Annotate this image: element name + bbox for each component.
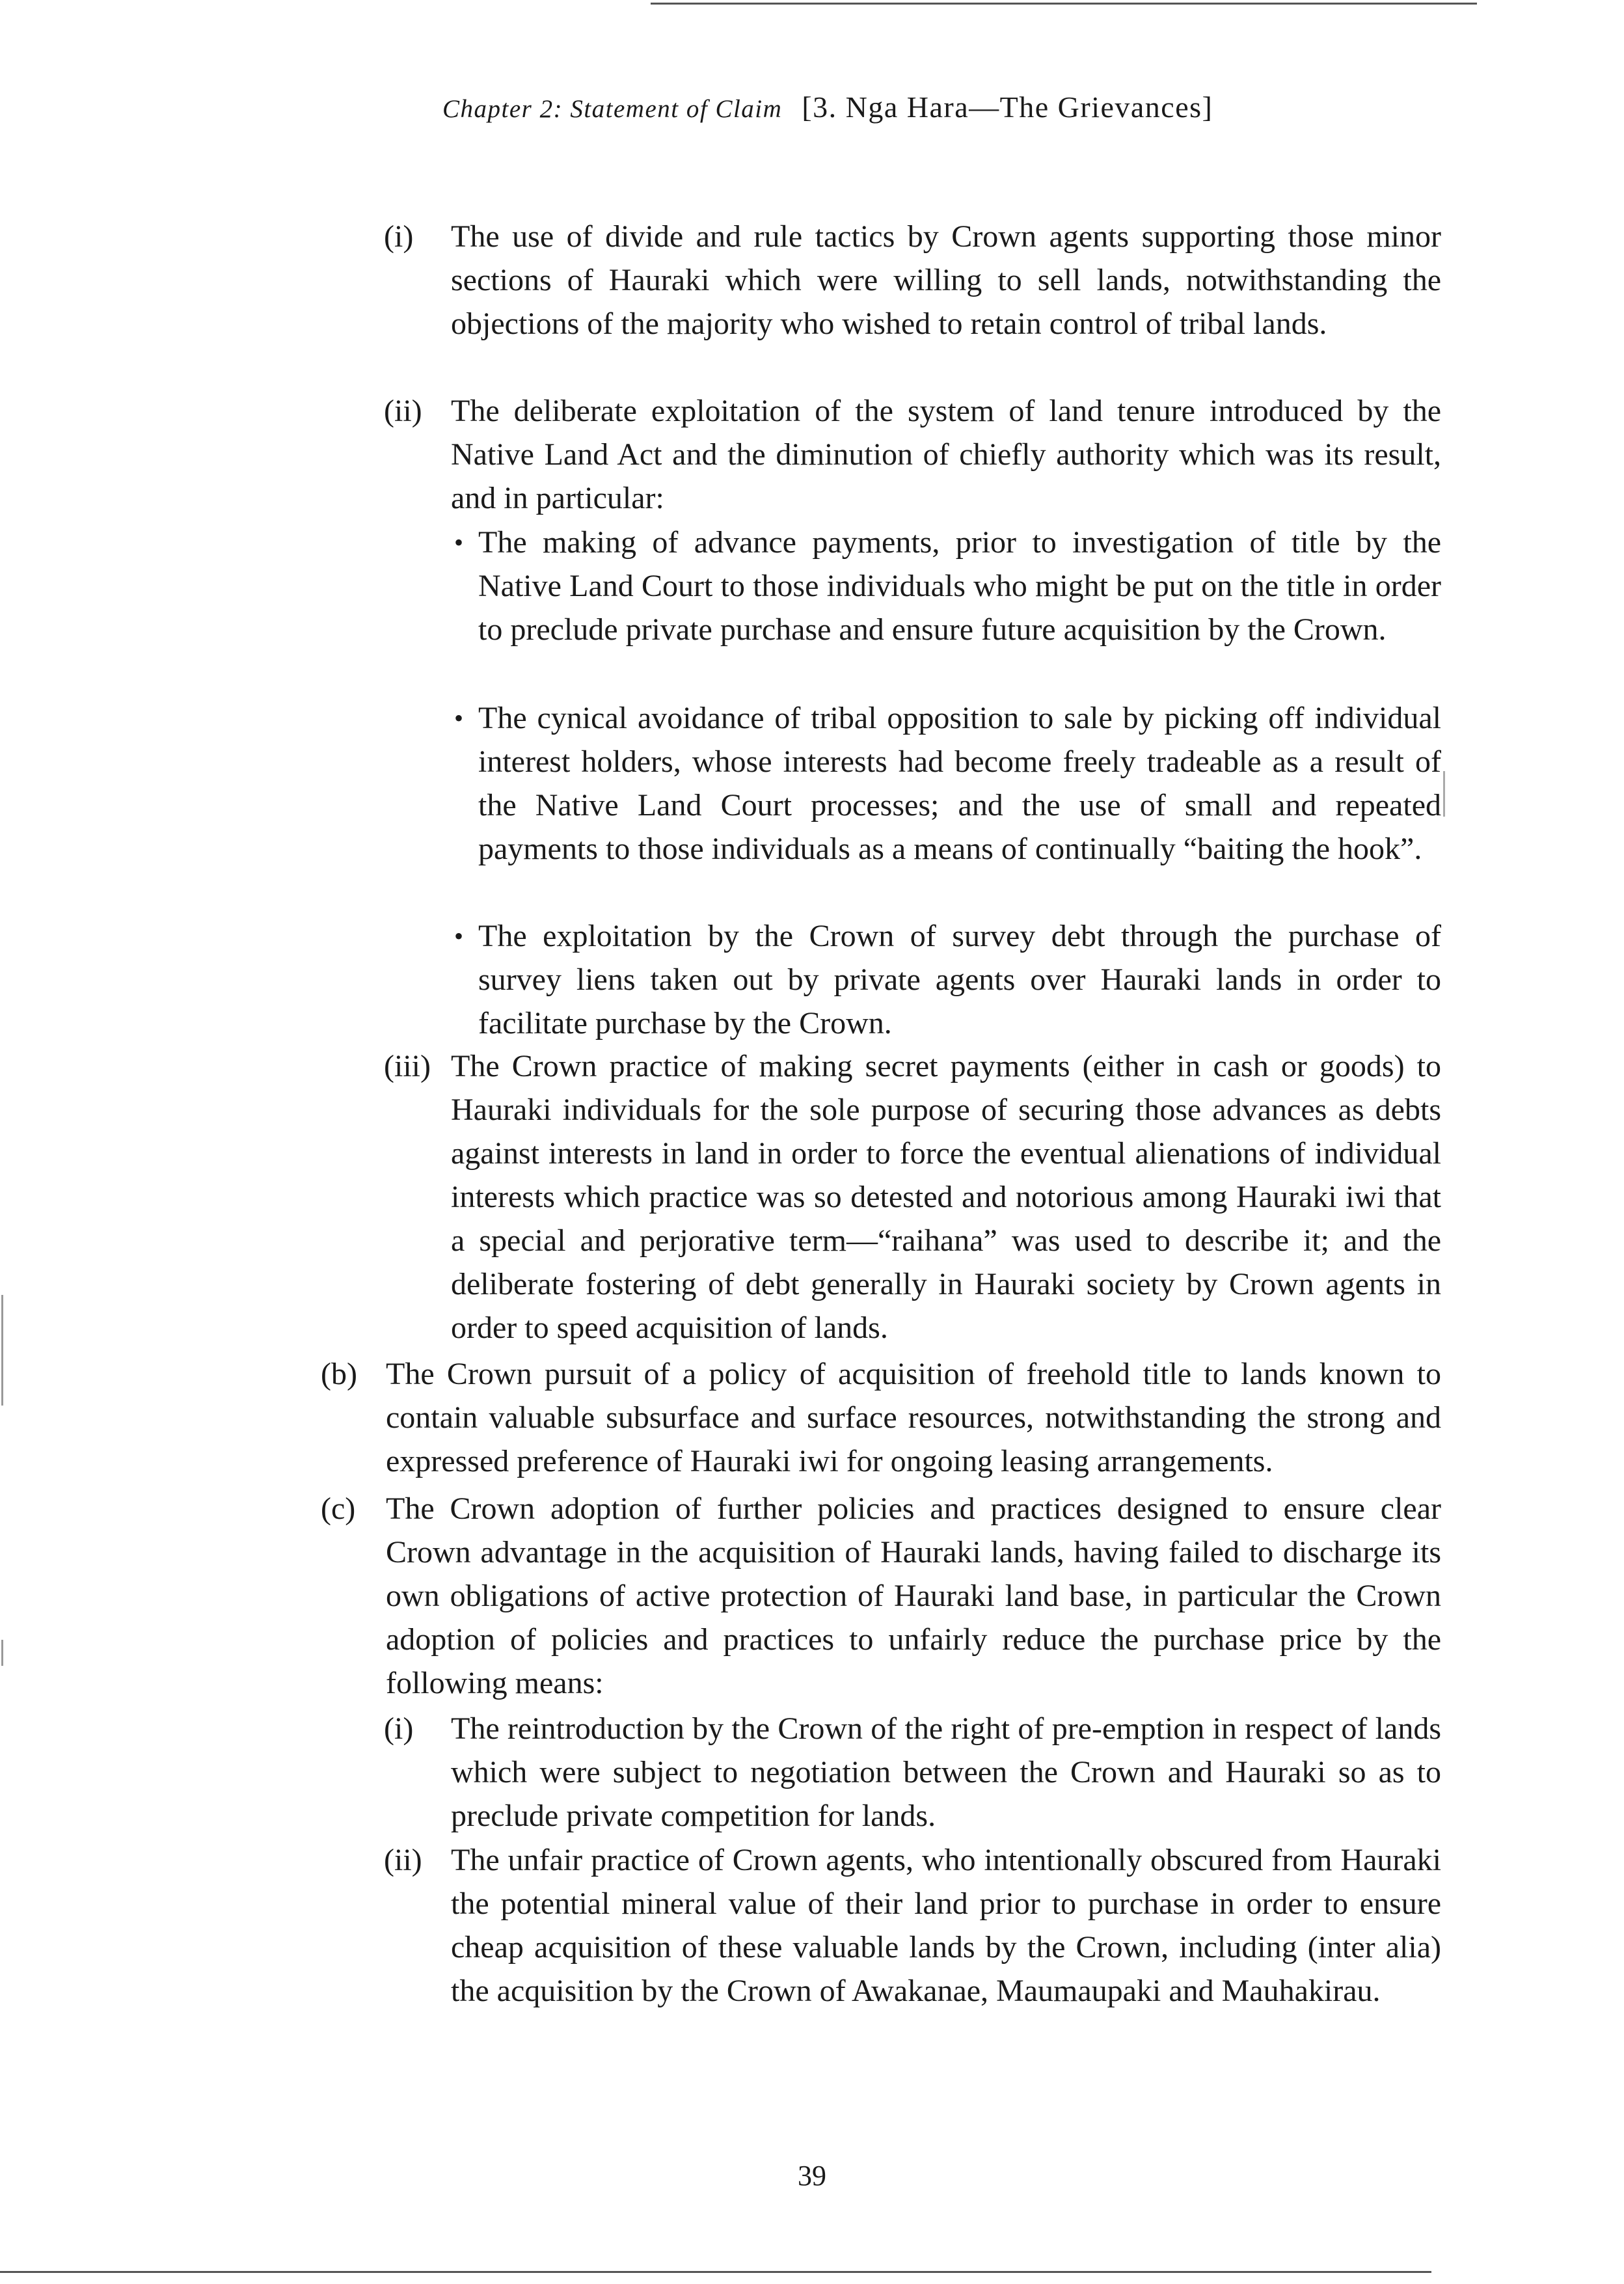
item-text-c: The Crown adoption of further policies and practices designed to ensure clear Crown advantage in the acquisition of Hauraki lands, having failed to discharge its own obligations of active protection of Hauraki land base, in particular the Crown adoption of policies and practices to unfairly reduce the purchase price by the following means: xyxy=(386,1491,1441,1700)
item-label-a-iii: (iii) xyxy=(384,1049,431,1083)
page-number: 39 xyxy=(798,2160,826,2192)
item-label-c-ii: (ii) xyxy=(384,1843,422,1877)
item-text-a-i: The use of divide and rule tactics by Crown agents supporting those minor sections of Hauraki which were willing to sell lands, notwithstanding the objections of the majority who wished to retain control of tribal lands. xyxy=(451,219,1441,341)
running-head-section: [3. Nga Hara—The Grievances] xyxy=(802,90,1213,124)
item-label-c-i: (i) xyxy=(384,1711,414,1746)
item-label-a-i: (i) xyxy=(384,219,414,254)
bullet-text-survey-debt: The exploitation by the Crown of survey debt through the purchase of survey liens taken out by private agents over Hauraki lands in order to facilitate purchase by the Crown. xyxy=(478,919,1441,1040)
running-head-chapter: Chapter 2: Statement of Claim xyxy=(442,95,783,123)
item-text-c-ii: The unfair practice of Crown agents, who intentionally obscured from Hauraki the potential mineral value of their land prior to purchase in order to ensure cheap acquisition of these valuable lands by the Crown, including (inter alia) the acquisition by the Crown of Awakanae, Maumaupaki and Mauhakirau. xyxy=(451,1843,1441,2008)
item-text-a-iii: The Crown practice of making secret payments (either in cash or goods) to Hauraki individuals for the sole purpose of securing those advances as debts against interests in land in order to force the eventual alienations of individual interests which practice was so detested and notorious among Hauraki iwi that a special and perjorative term—“raihana” was used to describe it; and the deliberate fostering of debt generally in Hauraki society by Crown agents in order to speed acquisition of lands. xyxy=(451,1049,1441,1345)
bullet-marker: • xyxy=(454,703,464,733)
running-head xyxy=(442,90,1213,124)
scan-edge-top xyxy=(651,3,1477,5)
scan-mark-right xyxy=(1443,771,1445,817)
bullet-marker: • xyxy=(454,921,464,951)
scan-mark-left-lower xyxy=(1,1640,3,1666)
bullet-text-advance-payments: The making of advance payments, prior to investigation of title by the Native Land Court to those individuals who might be put on the title in order to preclude private purchase and ensure future acquisition by the Crown. xyxy=(478,525,1441,647)
bullet-marker: • xyxy=(454,528,464,557)
scan-mark-left xyxy=(1,1295,3,1406)
item-label-a-ii: (ii) xyxy=(384,394,422,428)
item-text-b: The Crown pursuit of a policy of acquisition of freehold title to lands known to contain valuable subsurface and surface resources, notwithstanding the strong and expressed preference of Hauraki iwi for ongoing leasing arrangements. xyxy=(386,1357,1441,1478)
scan-edge-bottom xyxy=(0,2271,1431,2273)
item-label-c: (c) xyxy=(321,1491,356,1526)
bullet-text-cynical-avoidance: The cynical avoidance of tribal opposition to sale by picking off individual interest holders, whose interests had become freely tradeable as a result of the Native Land Court processes; and the use of small and repeated payments to those individuals as a means of continually “baiting the hook”. xyxy=(478,701,1441,866)
item-text-a-ii: The deliberate exploitation of the system of land tenure introduced by the Native Land Act and the diminution of chiefly authority which was its result, and in particular: xyxy=(451,394,1441,515)
item-text-c-i: The reintroduction by the Crown of the right of pre-emption in respect of lands which were subject to negotiation between the Crown and Hauraki so as to preclude private competition for lands. xyxy=(451,1711,1441,1833)
item-label-b: (b) xyxy=(321,1357,357,1391)
